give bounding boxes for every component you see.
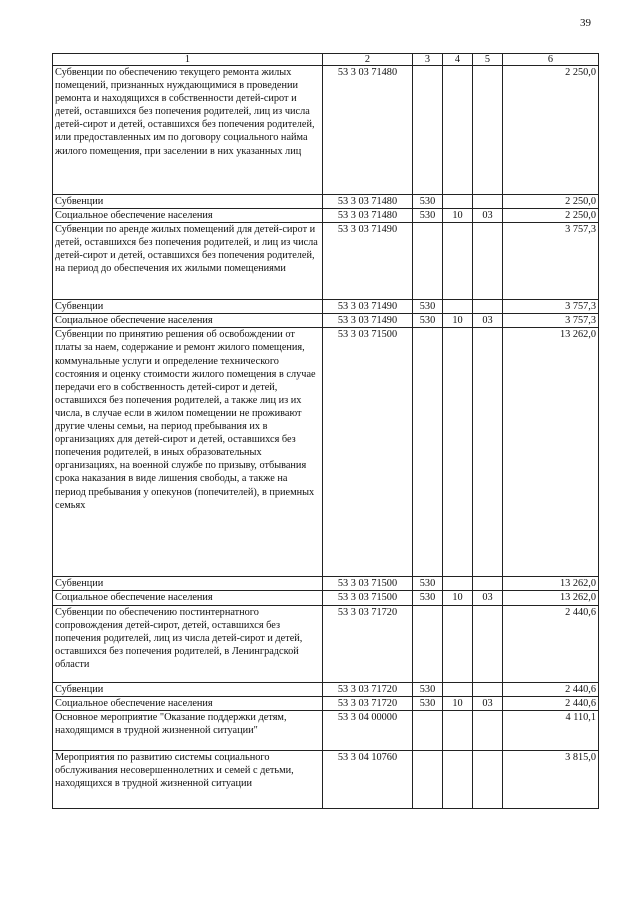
row-code: 53 3 03 71490 — [323, 300, 413, 314]
row-name: Субвенции — [53, 682, 323, 696]
row-subsection: 03 — [473, 209, 503, 223]
table-row — [53, 682, 599, 696]
row-section — [443, 223, 473, 300]
row-section — [443, 605, 473, 682]
row-name: Субвенции — [53, 195, 323, 209]
row-section — [443, 195, 473, 209]
row-subsection — [473, 605, 503, 682]
row-subsection — [473, 300, 503, 314]
row-section — [443, 682, 473, 696]
table-row — [53, 710, 599, 750]
row-name: Субвенции — [53, 300, 323, 314]
row-expense-type: 530 — [413, 577, 443, 591]
row-amount: 3 757,3 — [503, 314, 599, 328]
row-code: 53 3 03 71480 — [323, 66, 413, 195]
row-subsection — [473, 66, 503, 195]
table-row — [53, 696, 599, 710]
row-amount: 13 262,0 — [503, 591, 599, 605]
row-section: 10 — [443, 209, 473, 223]
header-col-5: 5 — [473, 54, 503, 66]
row-section — [443, 577, 473, 591]
row-name: Социальное обеспечение населения — [53, 591, 323, 605]
row-section — [443, 300, 473, 314]
row-code: 53 3 03 71500 — [323, 328, 413, 577]
row-subsection: 03 — [473, 314, 503, 328]
row-amount: 3 757,3 — [503, 300, 599, 314]
table-row — [53, 605, 599, 682]
row-subsection — [473, 750, 503, 808]
table-row — [53, 750, 599, 808]
row-subsection — [473, 223, 503, 300]
row-subsection: 03 — [473, 696, 503, 710]
row-expense-type: 530 — [413, 209, 443, 223]
row-name: Субвенции по обеспечению текущего ремонта жилых помещений, признанных нуждающимися в проведении ремонта и находящихся в собственности детей-сирот и детей, оставшихся без попечения родителей, лиц из числа детей-сирот и детей, оставшихся без попечения родителей, или предоставленных им по договору социального найма жилого помещения, при заселении в них указанных лиц — [53, 66, 323, 195]
row-expense-type — [413, 223, 443, 300]
row-amount: 2 440,6 — [503, 696, 599, 710]
table-header-row — [53, 54, 599, 66]
table-row — [53, 209, 599, 223]
budget-table — [52, 53, 599, 809]
row-code: 53 3 03 71490 — [323, 314, 413, 328]
row-section — [443, 750, 473, 808]
row-subsection — [473, 710, 503, 750]
header-col-6: 6 — [503, 54, 599, 66]
row-expense-type: 530 — [413, 682, 443, 696]
row-expense-type — [413, 750, 443, 808]
row-amount: 2 250,0 — [503, 195, 599, 209]
row-name: Субвенции — [53, 577, 323, 591]
row-expense-type: 530 — [413, 195, 443, 209]
row-subsection — [473, 682, 503, 696]
row-code: 53 3 03 71720 — [323, 696, 413, 710]
row-expense-type — [413, 66, 443, 195]
table-row — [53, 195, 599, 209]
row-code: 53 3 03 71480 — [323, 209, 413, 223]
row-section — [443, 328, 473, 577]
row-code: 53 3 04 10760 — [323, 750, 413, 808]
header-col-1: 1 — [53, 54, 323, 66]
row-code: 53 3 03 71500 — [323, 577, 413, 591]
row-expense-type — [413, 605, 443, 682]
row-name: Субвенции по принятию решения об освобождении от платы за наем, содержание и ремонт жилого помещения, коммунальные услуги и определение технического состояния и оценку стоимости жилого помещения в случае передачи его в собственность детей-сирот и детей, оставшихся без попечения родителей, а также лиц из их числа, в случае если в жилом помещении не проживают другие члены семьи, на период пребывания их в организациях для детей-сирот и детей, оставшихся без попечения родителей, в иных образовательных организациях, на военной службе по призыву, отбывания срока наказания в виде лишения свободы, а также на период пребывания у опекунов (попечителей), в приемных семьях — [53, 328, 323, 577]
row-amount: 2 440,6 — [503, 682, 599, 696]
row-name: Социальное обеспечение населения — [53, 314, 323, 328]
table-row — [53, 223, 599, 300]
row-code: 53 3 04 00000 — [323, 710, 413, 750]
table-row — [53, 577, 599, 591]
header-col-3: 3 — [413, 54, 443, 66]
row-name: Основное мероприятие "Оказание поддержки детям, находящимся в трудной жизненной ситуации" — [53, 710, 323, 750]
row-subsection: 03 — [473, 591, 503, 605]
header-col-4: 4 — [443, 54, 473, 66]
row-amount: 2 440,6 — [503, 605, 599, 682]
page-number: 39 — [580, 17, 591, 29]
row-name: Мероприятия по развитию системы социального обслуживания несовершеннолетних и семей с детьми, находящихся в трудной жизненной ситуации — [53, 750, 323, 808]
row-amount: 13 262,0 — [503, 577, 599, 591]
row-code: 53 3 03 71480 — [323, 195, 413, 209]
row-amount: 3 757,3 — [503, 223, 599, 300]
row-section: 10 — [443, 591, 473, 605]
table-row — [53, 66, 599, 195]
row-section — [443, 710, 473, 750]
table-row — [53, 328, 599, 577]
row-expense-type — [413, 710, 443, 750]
row-name: Социальное обеспечение населения — [53, 209, 323, 223]
row-subsection — [473, 195, 503, 209]
row-amount: 2 250,0 — [503, 66, 599, 195]
row-amount: 3 815,0 — [503, 750, 599, 808]
table-row — [53, 314, 599, 328]
header-col-2: 2 — [323, 54, 413, 66]
row-section: 10 — [443, 314, 473, 328]
row-expense-type: 530 — [413, 591, 443, 605]
row-section — [443, 66, 473, 195]
row-amount: 4 110,1 — [503, 710, 599, 750]
row-name: Социальное обеспечение населения — [53, 696, 323, 710]
row-code: 53 3 03 71720 — [323, 605, 413, 682]
row-code: 53 3 03 71490 — [323, 223, 413, 300]
table-row — [53, 300, 599, 314]
row-subsection — [473, 328, 503, 577]
row-expense-type: 530 — [413, 696, 443, 710]
row-amount: 2 250,0 — [503, 209, 599, 223]
row-section: 10 — [443, 696, 473, 710]
row-amount: 13 262,0 — [503, 328, 599, 577]
row-code: 53 3 03 71500 — [323, 591, 413, 605]
table-row — [53, 591, 599, 605]
row-subsection — [473, 577, 503, 591]
row-name: Субвенции по обеспечению постинтернатного сопровождения детей-сирот, детей, оставшихся без попечения родителей, лиц из числа детей-сирот и детей, оставшихся без попечения родителей, в Ленинградской области — [53, 605, 323, 682]
row-name: Субвенции по аренде жилых помещений для детей-сирот и детей, оставшихся без попечения родителей, и лиц из числа детей-сирот и детей, оставшихся без попечения родителей, на период до обеспечения их жилыми помещениями — [53, 223, 323, 300]
row-expense-type — [413, 328, 443, 577]
row-expense-type: 530 — [413, 300, 443, 314]
row-code: 53 3 03 71720 — [323, 682, 413, 696]
row-expense-type: 530 — [413, 314, 443, 328]
